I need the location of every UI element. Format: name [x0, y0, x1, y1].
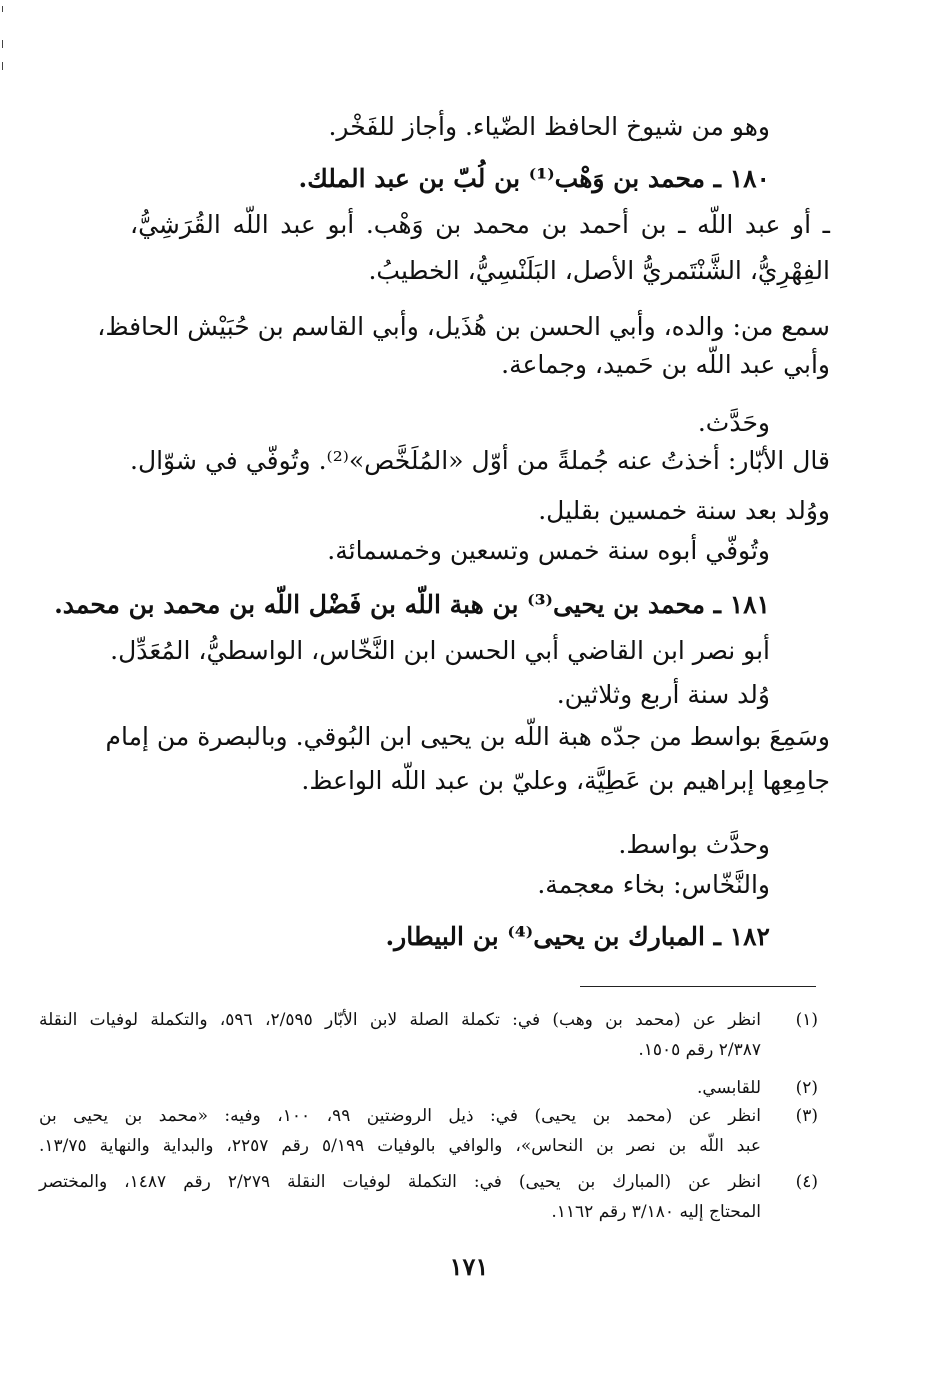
body-line: أبو نصر ابن القاضي أبي الحسن ابن النَّخّاس، الواسطيُّ، المُعَدِّل. — [110, 636, 770, 665]
body-line: وحَدَّث. — [697, 408, 770, 437]
body-line: سمع من: والده، وأبي الحسن بن هُذَيل، وأبي القاسم بن حُبَيْش الحافظ، — [97, 312, 830, 341]
body-line: الفِهْرِيُّ، الشَّنْتَمريُّ الأصل، البَلَنْسِيُّ، الخطيبُ. — [368, 256, 830, 285]
body-line: وتُوفّي أبوه سنة خمس وتسعين وخمسمائة. — [327, 536, 770, 565]
body-line: والنَّخّاس: بخاء معجمة. — [537, 870, 770, 899]
entry-heading-180: ١٨٠ ـ محمد بن وَهْب⁽¹⁾ بن لُبّ بن عبد الملك. — [298, 164, 770, 193]
gutter-mark — [2, 62, 3, 70]
footnote-number: (٤) — [795, 1172, 818, 1192]
body-line: ـ أو عبد اللّه ـ بن أحمد بن محمد بن وَهْب. أبو عبد اللّه القُرَشِيُّ، — [130, 210, 830, 239]
body-line: وحدَّث بواسط. — [618, 830, 770, 859]
gutter-mark — [2, 6, 3, 12]
footnote-text-line: انظر عن (محمد بن يحيى) في: ذيل الروضتين ٩٩، ١٠٠، وفيه: «محمد بن يحيى بن — [39, 1106, 761, 1126]
body-line: وُلد سنة أربع وثلاثين. — [556, 680, 770, 709]
body-line: وهو من شيوخ الحافظ الضّياء. وأجاز للفَخْر. — [328, 112, 770, 141]
body-line: ووُلد بعد سنة خمسين بقليل. — [538, 496, 830, 525]
footnote-text-line: ٢/٣٨٧ رقم ١٥٠٥. — [638, 1040, 761, 1060]
footnote-number: (٢) — [795, 1078, 818, 1098]
body-line: وسَمِعَ بواسط من جدّه هبة اللّه بن يحيى ابن البُوقي. وبالبصرة من إمام — [105, 722, 830, 751]
body-line: قال الأبّار: أخذتُ عنه جُملةً من أوّل «المُلَخَّص»⁽²⁾. وتُوفّي في شوّال. — [130, 446, 830, 475]
page-number: ١٧١ — [449, 1252, 489, 1281]
body-line: وأبي عبد اللّه بن حَميد، وجماعة. — [501, 350, 830, 379]
gutter-mark — [2, 40, 3, 48]
footnote-number: (٣) — [795, 1106, 818, 1126]
footnote-text-line: للقابسي. — [696, 1078, 761, 1098]
footnote-text-line: عبد اللّه بن نصر بن النحاس»، والوافي بالوفيات ٥/١٩٩ رقم ٢٢٥٧، والبداية والنهاية ١٣/٧٥. — [39, 1136, 761, 1156]
footnote-separator — [580, 986, 816, 987]
footnote-number: (١) — [795, 1010, 818, 1030]
body-line: جامِعِها إبراهيم بن عَطِيَّة، وعليّ بن عبد اللّه الواعظ. — [301, 766, 830, 795]
footnote-text-line: انظر عن (محمد بن وهب) في: تكملة الصلة لابن الأبّار ٢/٥٩٥، ٥٩٦، والتكملة لوفيات النقلة — [39, 1010, 761, 1030]
entry-heading-181: ١٨١ ـ محمد بن يحيى⁽³⁾ بن هبة اللّه بن فَضْل اللّه بن محمد بن محمد. — [54, 590, 770, 619]
footnote-text-line: المحتاج إليه ٣/١٨٠ رقم ١١٦٢. — [551, 1202, 761, 1222]
footnote-text-line: انظر عن (المبارك بن يحيى) في: التكملة لوفيات النقلة ٢/٢٧٩ رقم ١٤٨٧، والمختصر — [39, 1172, 761, 1192]
entry-heading-182: ١٨٢ ـ المبارك بن يحيى⁽⁴⁾ بن البيطار. — [385, 922, 770, 951]
